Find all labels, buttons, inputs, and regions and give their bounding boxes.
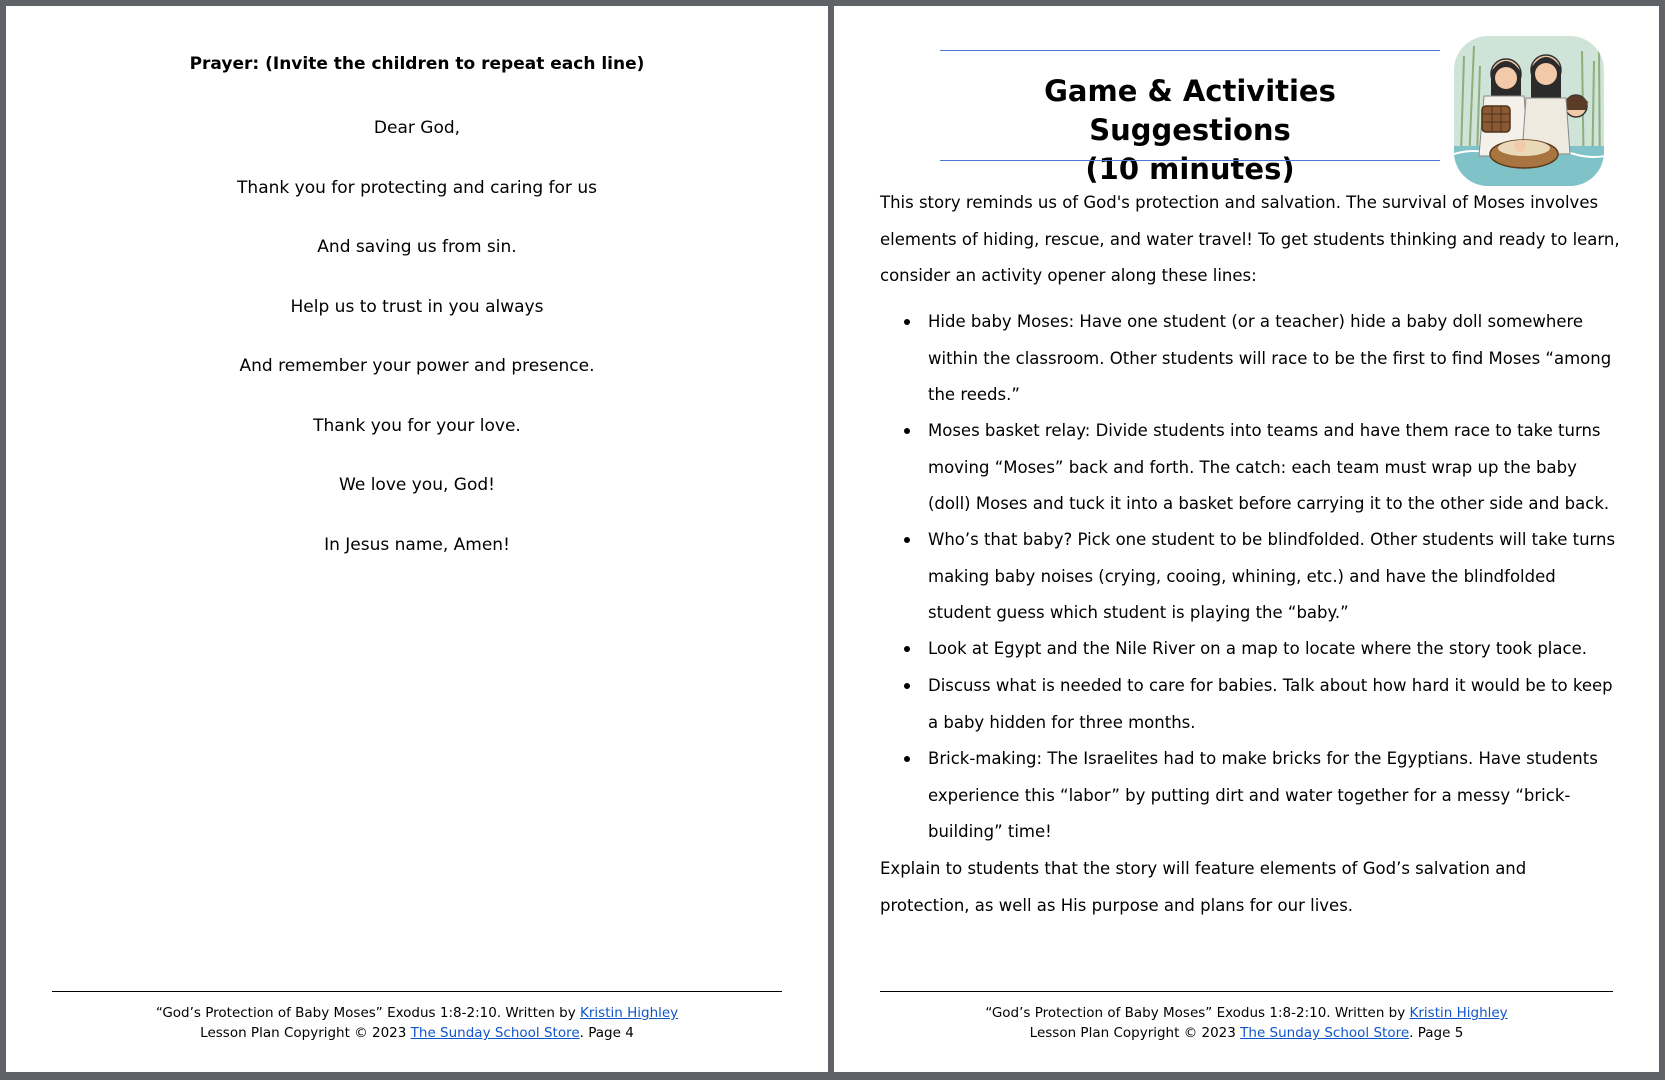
footer-line-2 xyxy=(6,1023,828,1043)
store-link[interactable]: The Sunday School Store xyxy=(1240,1025,1410,1041)
footer-line-2 xyxy=(834,1023,1659,1043)
footer-divider xyxy=(52,991,782,992)
footer-citation: “God’s Protection of Baby Moses” Exodus 1:8-2:10. Written by xyxy=(985,1005,1410,1021)
activity-item xyxy=(880,413,1621,523)
footer-copyright: Lesson Plan Copyright © 2023 xyxy=(1029,1025,1241,1041)
page-number: . Page 5 xyxy=(1409,1025,1464,1041)
activity-item xyxy=(880,741,1621,851)
prayer-line: And remember your power and presence. xyxy=(239,356,595,376)
activity-item xyxy=(880,668,1621,741)
activity-text: Look at Egypt and the Nile River on a map to locate where the story took place. xyxy=(928,639,1587,658)
bullet-icon xyxy=(904,756,910,762)
activity-item xyxy=(880,522,1621,632)
footer-line-1 xyxy=(6,1003,828,1023)
footer-copyright: Lesson Plan Copyright © 2023 xyxy=(200,1025,411,1041)
prayer-line: We love you, God! xyxy=(339,475,495,495)
page-5 xyxy=(834,6,1659,1072)
activity-text: Hide baby Moses: Have one student (or a teacher) hide a baby doll somewhere within the classroom. Other students will race to be the first to find Moses “among the reeds.” xyxy=(928,312,1612,404)
activity-text: Who’s that baby? Pick one student to be blindfolded. Other students will take turns making baby noises (crying, cooing, whining, etc.) and have the blindfolded student guess which student is playing the “baby.” xyxy=(928,530,1616,622)
footer-citation: “God’s Protection of Baby Moses” Exodus 1:8-2:10. Written by xyxy=(155,1005,581,1021)
title-bottom-rule xyxy=(940,160,1440,161)
page-4 xyxy=(6,6,828,1072)
prayer-line: Thank you for your love. xyxy=(313,415,521,436)
activity-item xyxy=(880,304,1621,414)
activity-text: Discuss what is needed to care for babies. Talk about how hard it would be to keep a baby hidden for three months. xyxy=(928,676,1613,732)
activity-text: Moses basket relay: Divide students into teams and have them race to take turns moving “Moses” back and forth. The catch: each team must wrap up the baby (doll) Moses and tuck it into a basket before carrying it to the other side and back. xyxy=(928,421,1610,513)
footer-divider xyxy=(880,991,1613,992)
bullet-icon xyxy=(904,319,910,325)
bullet-icon xyxy=(904,537,910,543)
section-title-line-1: Game & Activities Suggestions xyxy=(1044,74,1336,147)
page-footer xyxy=(6,1003,828,1043)
bullet-icon xyxy=(904,646,910,652)
prayer-line: Dear God, xyxy=(373,118,461,138)
footer-line-1 xyxy=(834,1003,1659,1023)
prayer-lines xyxy=(6,114,828,590)
author-link[interactable]: Kristin Highley xyxy=(1409,1005,1508,1021)
section-title xyxy=(940,72,1440,189)
prayer-line: In Jesus name, Amen! xyxy=(324,534,510,555)
activity-item xyxy=(880,631,1621,668)
prayer-line: Help us to trust in you always xyxy=(290,296,544,317)
author-link[interactable]: Kristin Highley xyxy=(580,1005,679,1021)
prayer-heading: Prayer: (Invite the children to repeat each line) xyxy=(189,54,645,74)
store-link[interactable]: The Sunday School Store xyxy=(410,1025,580,1041)
bullet-icon xyxy=(904,428,910,434)
prayer-line: Thank you for protecting and caring for us xyxy=(237,177,597,198)
section-title-line-2: (10 minutes) xyxy=(1085,152,1295,186)
page-footer xyxy=(834,1003,1659,1043)
page-number: . Page 4 xyxy=(579,1025,634,1041)
prayer-line: And saving us from sin. xyxy=(317,237,517,257)
closing-paragraph: Explain to students that the story will feature elements of God’s salvation and protection, as well as His purpose and plans for our lives. xyxy=(880,859,1527,915)
baby-moses-basket-illustration xyxy=(1454,36,1604,186)
bullet-icon xyxy=(904,683,910,689)
title-top-rule xyxy=(940,50,1440,51)
activity-text: Brick-making: The Israelites had to make bricks for the Egyptians. Have students experience this “labor” by putting dirt and water together for a messy “brick-building” time! xyxy=(928,749,1598,841)
intro-paragraph: This story reminds us of God's protection and salvation. The survival of Moses involves elements of hiding, rescue, and water travel! To get students thinking and ready to learn, consider an activity opener along these lines: xyxy=(880,193,1620,285)
